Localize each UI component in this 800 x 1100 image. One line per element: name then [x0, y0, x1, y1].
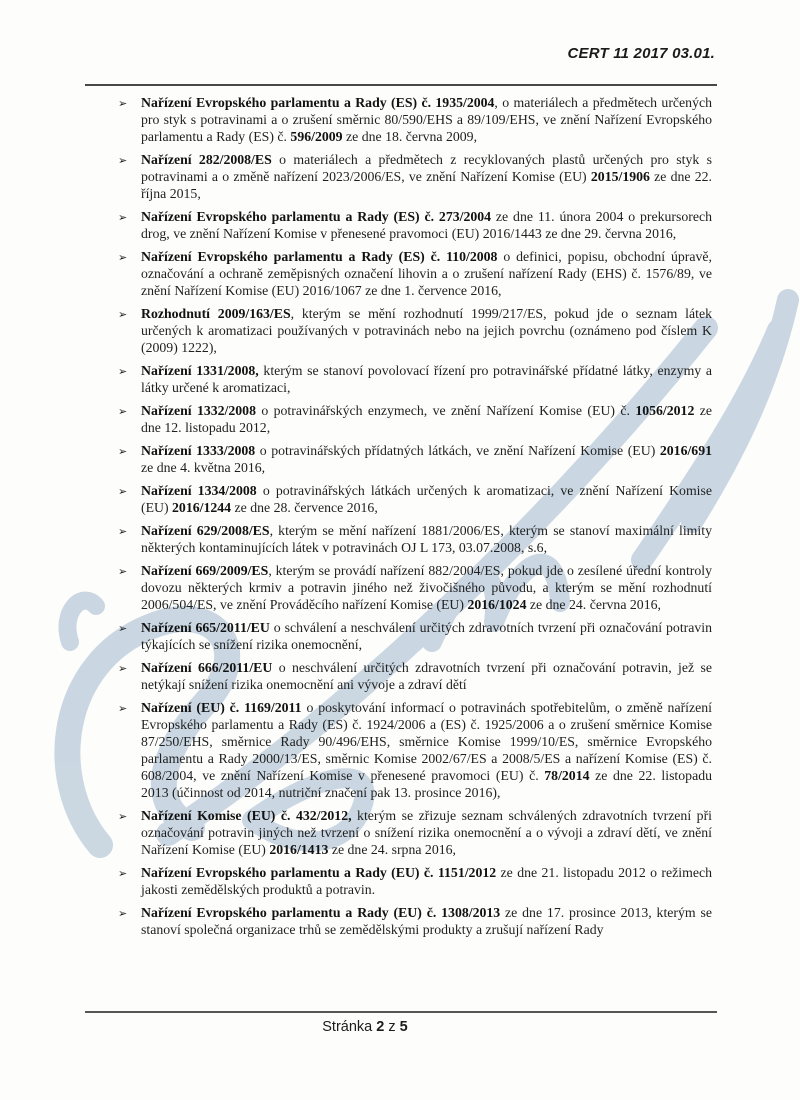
bullet-arrow-icon: ➢	[118, 907, 128, 920]
bullet-arrow-icon: ➢	[118, 565, 128, 578]
bullet-arrow-icon: ➢	[118, 525, 128, 538]
page-footer-prefix: Stránka	[322, 1019, 373, 1035]
regulation-text: Nařízení 1332/2008 o potravinářských enzymech, ve znění Nařízení Komise (EU) č. 1056/2012 ze dne 12. listopadu 2012,	[141, 403, 712, 435]
bullet-arrow-icon: ➢	[118, 365, 128, 378]
regulation-text: Rozhodnutí 2009/163/ES, kterým se mění rozhodnutí 1999/217/ES, pokud jde o seznam látek určených k aromatizaci používaných v potravinách nebo na jejich povrchu (oznámeno pod číslem K (2009) 1222),	[141, 306, 712, 355]
regulation-text: Nařízení Evropského parlamentu a Rady (ES) č. 110/2008 o definici, popisu, obchodní úpravě, označování a ochraně zeměpisných označení lihovin a o zrušení nařízení Rady (EHS) č. 1576/89, ve znění Nařízení Komise (EU) 2016/1067 ze dne 1. července 2016,	[141, 249, 712, 298]
regulation-text: Nařízení (EU) č. 1169/2011 o poskytování informací o potravinách spotřebitelům, o změně nařízení Evropského parlamentu a Rady (ES) č. 1924/2006 a (ES) č. 1925/2006 a o zrušení směrnice Komise 87/250/EHS, směrnice Rady 90/496/EHS, směrnice Komise 1999/10/ES, směrnice Evropského parlamentu a Rady 2000/13/ES, směrnic Komise 2002/67/ES a 2008/5/ES a nařízení Komise (ES) č. 608/2004, ve znění Nařízení Komise v přenesené pravomoci (EU) č. 78/2014 ze dne 22. listopadu 2013 (účinnost od 2014, nutriční značení pak 13. prosince 2016),	[141, 700, 712, 800]
regulation-item	[118, 442, 712, 476]
regulation-item	[118, 864, 712, 898]
page-total: 5	[399, 1019, 408, 1035]
document-body	[118, 94, 712, 944]
bullet-arrow-icon: ➢	[118, 810, 128, 823]
bullet-arrow-icon: ➢	[118, 867, 128, 880]
regulation-text: Nařízení 669/2009/ES, kterým se provádí nařízení 882/2004/ES, pokud jde o zesílené úřední kontroly dovozu některých krmiv a potravin jiného než živočišného původu, a kterým se mění rozhodnutí 2006/504/ES, ve znění Prováděcího nařízení Komise (EU) 2016/1024 ze dne 24. června 2016,	[141, 563, 713, 612]
regulation-item	[118, 208, 712, 242]
regulation-item	[118, 248, 712, 299]
page-footer	[0, 1019, 730, 1035]
regulation-text: Nařízení Evropského parlamentu a Rady (ES) č. 273/2004 ze dne 11. února 2004 o prekursorech drog, ve znění Nařízení Komise v přenesené pravomoci (EU) 2016/1443 ze dne 29. června 2016,	[141, 209, 712, 241]
bullet-arrow-icon: ➢	[118, 154, 128, 167]
bullet-arrow-icon: ➢	[118, 702, 128, 715]
regulation-text: Nařízení 1331/2008, kterým se stanoví povolovací řízení pro potravinářské přídatné látky, enzymy a látky určené k aromatizaci,	[141, 363, 712, 395]
bullet-arrow-icon: ➢	[118, 485, 128, 498]
regulation-item	[118, 699, 712, 801]
regulation-item	[118, 151, 712, 202]
regulation-item	[118, 402, 712, 436]
document-code: CERT 11 2017 03.01.	[567, 45, 715, 62]
regulation-item	[118, 362, 712, 396]
regulation-item	[118, 807, 712, 858]
regulation-item	[118, 482, 712, 516]
page-footer-separator: z	[388, 1019, 396, 1035]
header-divider	[85, 84, 717, 86]
regulation-item	[118, 904, 712, 938]
watermark-stroke	[67, 601, 96, 642]
regulation-text: Nařízení Komise (EU) č. 432/2012, kterým se zřizuje seznam schválených zdravotních tvrzení při označování potravin jiných než tvrzení o snížení rizika onemocnění a o vývoji a zdraví dětí, ve znění Nařízení Komise (EU) 2016/1413 ze dne 24. srpna 2016,	[141, 808, 712, 857]
regulation-item	[118, 659, 712, 693]
regulation-text: Nařízení Evropského parlamentu a Rady (EU) č. 1151/2012 ze dne 21. listopadu 2012 o režimech jakosti zemědělských produktů a potravin.	[141, 865, 712, 897]
page-number: 2	[376, 1019, 385, 1035]
regulation-item	[118, 522, 712, 556]
bullet-arrow-icon: ➢	[118, 622, 128, 635]
bullet-arrow-icon: ➢	[118, 662, 128, 675]
regulation-text: Nařízení 1334/2008 o potravinářských látkách určených k aromatizaci, ve znění Nařízení Komise (EU) 2016/1244 ze dne 28. července 2016,	[141, 483, 712, 515]
footer-divider	[85, 1011, 717, 1013]
regulation-text: Nařízení 629/2008/ES, kterým se mění nařízení 1881/2006/ES, kterým se stanoví maximální limity některých kontaminujících látek v potravinách OJ L 173, 03.07.2008, s.6,	[141, 523, 712, 555]
regulation-item	[118, 94, 712, 145]
bullet-arrow-icon: ➢	[118, 211, 128, 224]
bullet-arrow-icon: ➢	[118, 445, 128, 458]
regulation-text: Nařízení Evropského parlamentu a Rady (ES) č. 1935/2004, o materiálech a předmětech určených pro styk s potravinami a o zrušení směrnic 80/590/EHS a 89/109/EHS, ve znění Nařízení Evropského parlamentu a Rady (ES) č. 596/2009 ze dne 18. června 2009,	[141, 95, 712, 144]
bullet-arrow-icon: ➢	[118, 97, 128, 110]
bullet-arrow-icon: ➢	[118, 308, 128, 321]
regulation-text: Nařízení 282/2008/ES o materiálech a předmětech z recyklovaných plastů určených pro styk s potravinami a o změně nařízení 2023/2006/ES, ve znění Nařízení Komise (EU) 2015/1906 ze dne 22. října 2015,	[141, 152, 713, 201]
regulation-text: Nařízení 666/2011/EU o neschválení určitých zdravotních tvrzení při označování potravin, jež se netýkají snížení rizika onemocnění ani vývoje a zdraví dětí	[141, 660, 712, 692]
regulation-item	[118, 619, 712, 653]
regulation-list	[118, 94, 712, 938]
bullet-arrow-icon: ➢	[118, 251, 128, 264]
regulation-item	[118, 305, 712, 356]
regulation-text: Nařízení 665/2011/EU o schválení a neschválení určitých zdravotních tvrzení při označování potravin týkajících se snížení rizika onemocnění,	[141, 620, 713, 652]
regulation-text: Nařízení Evropského parlamentu a Rady (EU) č. 1308/2013 ze dne 17. prosince 2013, kterým se stanoví společná organizace trhů se zemědělskými produkty a zrušují nařízení Rady	[141, 905, 712, 937]
regulation-item	[118, 562, 712, 613]
bullet-arrow-icon: ➢	[118, 405, 128, 418]
regulation-text: Nařízení 1333/2008 o potravinářských přídatných látkách, ve znění Nařízení Komise (EU) 2016/691 ze dne 4. května 2016,	[141, 443, 712, 475]
